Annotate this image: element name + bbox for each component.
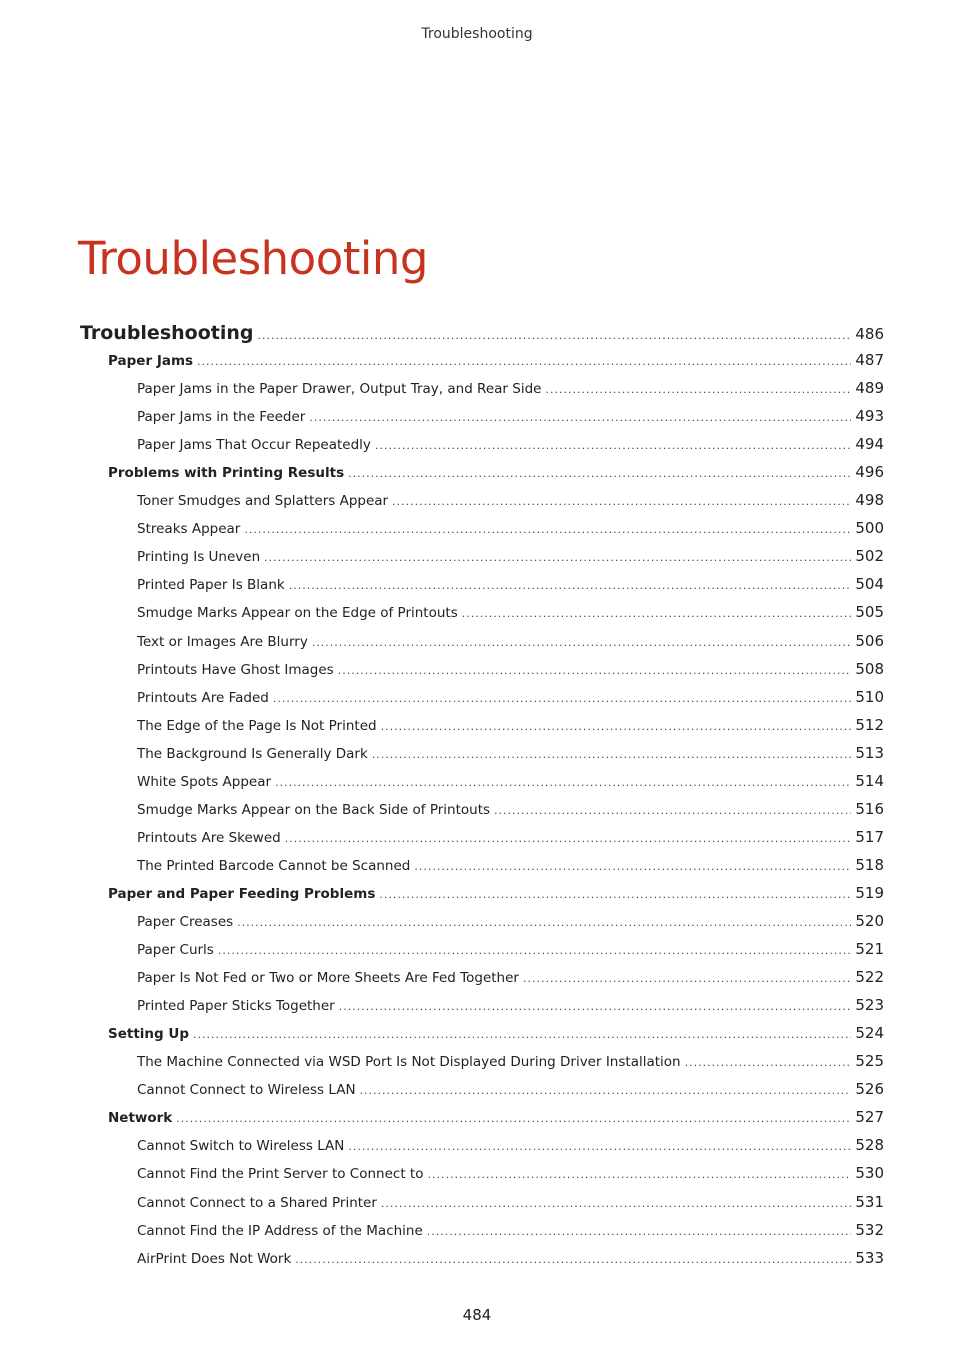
dot-leader — [427, 1165, 851, 1185]
dot-leader — [685, 1053, 852, 1073]
dot-leader — [381, 717, 852, 737]
toc-entry-page-number: 496 — [855, 463, 884, 482]
toc-subsection-entry[interactable] — [0, 574, 954, 596]
toc-entry-label: The Background Is Generally Dark — [137, 745, 368, 762]
running-header: Troubleshooting — [421, 26, 533, 42]
toc-section-entry[interactable] — [0, 350, 954, 372]
toc-section-entry[interactable] — [0, 1107, 954, 1129]
toc-section-entry[interactable] — [0, 883, 954, 905]
dot-leader — [273, 689, 852, 709]
toc-entry-page-number: 504 — [855, 575, 884, 594]
toc-subsection-entry[interactable] — [0, 1079, 954, 1101]
toc-entry-label: Cannot Switch to Wireless LAN — [137, 1138, 345, 1155]
toc-entry-page-number: 498 — [855, 491, 884, 510]
toc-subsection-entry[interactable] — [0, 1248, 954, 1270]
toc-entry-page-number: 512 — [855, 715, 884, 734]
toc-subsection-entry[interactable] — [0, 855, 954, 877]
dot-leader — [258, 323, 852, 349]
dot-leader — [312, 633, 852, 653]
toc-subsection-entry[interactable] — [0, 406, 954, 428]
toc-entry-page-number: 506 — [855, 631, 884, 650]
toc-entry-page-number: 513 — [855, 743, 884, 762]
dot-leader — [339, 997, 852, 1017]
toc-entry-label: Printouts Are Skewed — [137, 829, 281, 846]
dot-leader — [295, 1250, 851, 1270]
toc-entry-label: Setting Up — [108, 1026, 190, 1043]
toc-subsection-entry[interactable] — [0, 546, 954, 568]
toc-entry-page-number: 533 — [855, 1248, 884, 1267]
toc-subsection-entry[interactable] — [0, 939, 954, 961]
toc-entry-label: Paper Curls — [137, 942, 214, 959]
toc-entry-page-number: 494 — [855, 435, 884, 454]
toc-subsection-entry[interactable] — [0, 771, 954, 793]
dot-leader — [494, 801, 851, 821]
toc-entry-page-number: 489 — [855, 379, 884, 398]
toc-subsection-entry[interactable] — [0, 967, 954, 989]
toc-entry-label: Paper Jams in the Paper Drawer, Output Tray, and Rear Side — [137, 381, 542, 398]
toc-subsection-entry[interactable] — [0, 687, 954, 709]
toc-subsection-entry[interactable] — [0, 631, 954, 653]
dot-leader — [462, 604, 852, 624]
toc-entry-page-number: 519 — [855, 883, 884, 902]
chapter-title: Troubleshooting — [78, 232, 428, 285]
dot-leader — [244, 520, 851, 540]
dot-leader — [523, 969, 851, 989]
toc-entry-page-number: 526 — [855, 1080, 884, 1099]
toc-entry-label: Toner Smudges and Splatters Appear — [137, 493, 389, 510]
toc-subsection-entry[interactable] — [0, 1163, 954, 1185]
toc-subsection-entry[interactable] — [0, 518, 954, 540]
toc-entry-page-number: 527 — [855, 1108, 884, 1127]
dot-leader — [309, 408, 851, 428]
toc-entry-label: Smudge Marks Appear on the Back Side of Printouts — [137, 801, 491, 818]
toc-section-entry[interactable] — [0, 462, 954, 484]
toc-subsection-entry[interactable] — [0, 995, 954, 1017]
dot-leader — [285, 829, 852, 849]
toc-entry-page-number: 487 — [855, 351, 884, 369]
dot-leader — [348, 464, 851, 484]
toc-subsection-entry[interactable] — [0, 659, 954, 681]
toc-entry-page-number: 528 — [855, 1136, 884, 1155]
toc-entry-page-number: 516 — [855, 799, 884, 818]
toc-entry-page-number: 502 — [855, 547, 884, 566]
toc-entry-label: Paper Jams — [108, 353, 194, 369]
toc-entry-label: Paper and Paper Feeding Problems — [108, 885, 376, 902]
toc-entry-label: Cannot Connect to a Shared Printer — [137, 1194, 377, 1211]
toc-subsection-entry[interactable] — [0, 799, 954, 821]
toc-subsection-entry[interactable] — [0, 1051, 954, 1073]
page-number: 484 — [462, 1306, 492, 1324]
toc-entry-label: Text or Images Are Blurry — [137, 633, 308, 650]
toc-entry-label: Network — [108, 1110, 173, 1127]
toc-entry-label: The Edge of the Page Is Not Printed — [137, 717, 377, 734]
toc-entry-label: Paper Creases — [137, 914, 234, 930]
toc-entry-page-number: 508 — [855, 659, 884, 678]
toc-entry-label: Printouts Have Ghost Images — [137, 661, 334, 678]
toc-entry-page-number: 521 — [855, 940, 884, 959]
dot-leader — [176, 1109, 851, 1129]
dot-leader — [379, 885, 851, 905]
dot-leader — [289, 576, 852, 596]
toc-subsection-entry[interactable] — [0, 1192, 954, 1214]
toc-entry-page-number: 510 — [855, 687, 884, 706]
dot-leader — [218, 941, 852, 961]
toc-entry-label: Paper Is Not Fed or Two or More Sheets Are Fed Together — [137, 970, 519, 987]
toc-entry-page-number: 518 — [855, 855, 884, 874]
toc-entry-page-number: 486 — [855, 325, 884, 343]
toc-subsection-entry[interactable] — [0, 1220, 954, 1242]
toc-entry-page-number: 531 — [855, 1192, 884, 1211]
toc-entry-label: Printouts Are Faded — [137, 689, 269, 706]
toc-chapter-entry[interactable] — [0, 320, 954, 349]
toc-entry-label: Problems with Printing Results — [108, 465, 345, 482]
toc-entry-page-number: 522 — [855, 968, 884, 987]
toc-entry-page-number: 525 — [855, 1052, 884, 1071]
toc-entry-label: AirPrint Does Not Work — [137, 1250, 292, 1267]
toc-subsection-entry[interactable] — [0, 602, 954, 624]
dot-leader — [197, 352, 851, 372]
toc-entry-page-number: 530 — [855, 1164, 884, 1183]
dot-leader — [427, 1222, 852, 1242]
dot-leader — [348, 1137, 851, 1157]
dot-leader — [264, 548, 851, 568]
toc-entry-label: Printed Paper Sticks Together — [137, 998, 335, 1015]
toc-entry-page-number: 514 — [855, 771, 884, 790]
toc-subsection-entry[interactable] — [0, 827, 954, 849]
toc-entry-label: Streaks Appear — [137, 521, 241, 538]
dot-leader — [545, 380, 851, 400]
dot-leader — [372, 745, 852, 765]
toc-subsection-entry[interactable] — [0, 743, 954, 765]
toc-section-entry[interactable] — [0, 1023, 954, 1045]
toc-entry-label: The Machine Connected via WSD Port Is Not Displayed During Driver Installation — [137, 1054, 681, 1071]
toc-entry-label: Troubleshooting — [80, 322, 254, 344]
toc-subsection-entry[interactable] — [0, 715, 954, 737]
toc-entry-page-number: 520 — [855, 912, 884, 930]
toc-entry-label: Printing Is Uneven — [137, 549, 261, 566]
toc-entry-label: Cannot Find the IP Address of the Machine — [137, 1222, 423, 1239]
toc-subsection-entry[interactable] — [0, 1135, 954, 1157]
toc-subsection-entry[interactable] — [0, 434, 954, 456]
toc-entry-label: Printed Paper Is Blank — [137, 577, 285, 594]
dot-leader — [375, 436, 851, 456]
dot-leader — [381, 1194, 851, 1214]
toc-entry-label: Cannot Find the Print Server to Connect to — [137, 1166, 424, 1183]
toc-entry-page-number: 505 — [855, 603, 884, 622]
toc-entry-page-number: 532 — [855, 1220, 884, 1239]
toc-entry-label: Paper Jams in the Feeder — [137, 409, 306, 426]
toc-entry-page-number: 517 — [855, 827, 884, 846]
toc-entry-label: White Spots Appear — [137, 773, 272, 790]
toc-entry-label: Paper Jams That Occur Repeatedly — [137, 437, 371, 454]
toc-entry-label: Cannot Connect to Wireless LAN — [137, 1082, 356, 1099]
toc-subsection-entry[interactable] — [0, 911, 954, 933]
toc-subsection-entry[interactable] — [0, 378, 954, 400]
dot-leader — [275, 773, 851, 793]
toc-entry-page-number: 523 — [855, 996, 884, 1015]
dot-leader — [338, 661, 852, 681]
toc-entry-page-number: 500 — [855, 519, 884, 538]
toc-entry-label: Smudge Marks Appear on the Edge of Printouts — [137, 605, 458, 622]
dot-leader — [360, 1081, 852, 1101]
dot-leader — [237, 913, 851, 933]
toc-entry-page-number: 524 — [855, 1024, 884, 1043]
toc-subsection-entry[interactable] — [0, 490, 954, 512]
dot-leader — [193, 1025, 851, 1045]
toc-entry-page-number: 493 — [855, 407, 884, 426]
dot-leader — [392, 492, 851, 512]
dot-leader — [414, 857, 851, 877]
toc-entry-label: The Printed Barcode Cannot be Scanned — [137, 857, 411, 874]
